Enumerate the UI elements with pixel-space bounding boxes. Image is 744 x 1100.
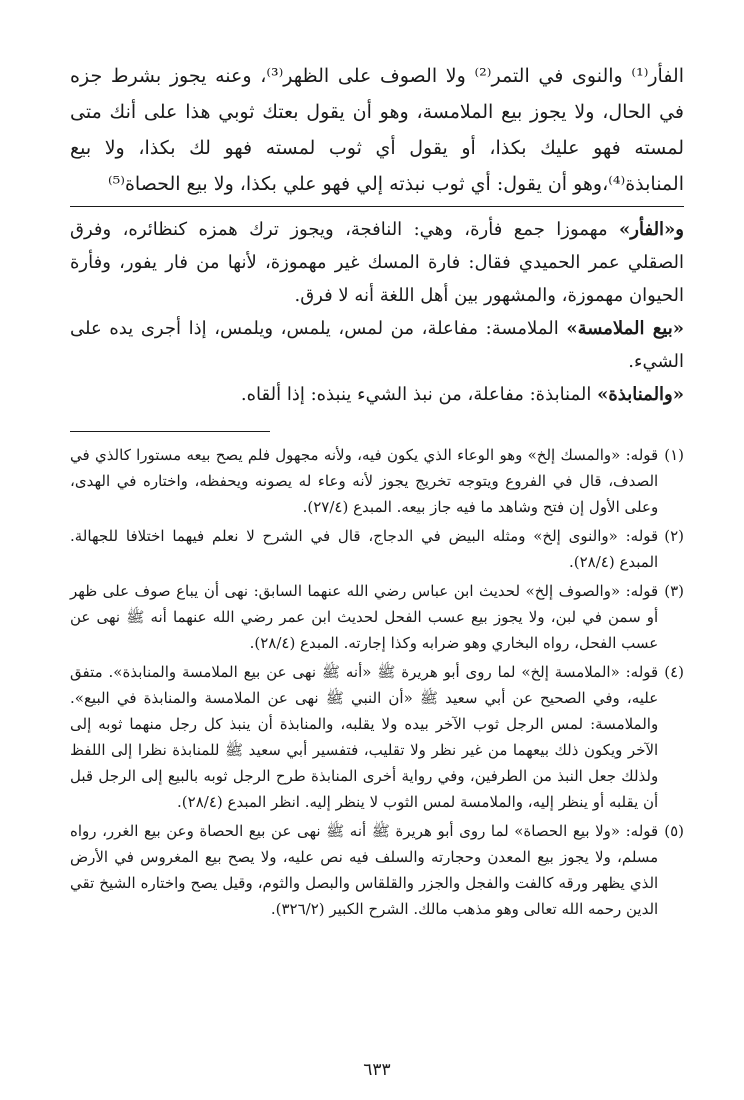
glossary-definition: مهموزا جمع فأرة، وهي: النافجة، ويجوز ترك همزه كنظائره، وفرق الصقلي عمر الحميدي فقال: فارة المسك غير مهموزة، لأنها من فار يفور، وفأرة الحيوان مهموزة، والمشهور بين أهل اللغة أنه لا فرق. [70, 219, 684, 306]
footnote-4 [70, 659, 684, 815]
footnote-1 [70, 442, 684, 520]
page-number: ٦٣٣ [363, 1060, 391, 1080]
book-page [70, 58, 684, 1080]
glossary-entry-faar [70, 213, 684, 312]
footnote-number: (١) [664, 446, 684, 464]
footnote-number: (٥) [664, 822, 684, 840]
footnote-text: قوله: «والصوف إلخ» لحديث ابن عباس رضي الله عنهما السابق: نهى أن يباع صوف على ظهر أو سمن في لبن، ولا يجوز بيع عسب الفحل لحديث ابن عمر رضي الله عنهما أنه ﷺ نهى عن عسب الفحل، رواه البخاري وهو ضرابه وكذا إجارته. المبدع (٢٨/٤). [70, 582, 659, 652]
glossary-definition: الملامسة: مفاعلة، من لمس، يلمس، ويلمس، إذا أجرى يده على الشيء. [70, 318, 684, 372]
main-divider [70, 206, 684, 207]
footnote-2 [70, 523, 684, 575]
footnote-3 [70, 578, 684, 656]
footnote-number: (٢) [664, 527, 684, 545]
glossary-definition: المنابذة: مفاعلة، من نبذ الشيء ينبذه: إذا ألقاه. [240, 384, 598, 405]
main-text [70, 58, 684, 202]
main-paragraph: الفأر⁽¹⁾ والنوى في التمر⁽²⁾ ولا الصوف على الظهر⁽³⁾، وعنه يجوز بشرط جزه في الحال، ولا يجوز بيع الملامسة، وهو أن يقول بعتك ثوبي هذا على أنك متى لمسته فهو عليك بكذا، أو يقول أي ثوب لمسته فهو لك بكذا، ولا بيع المنابذة⁽⁴⁾،وهو أن يقول: أي ثوب نبذته إلي فهو علي بكذا، ولا بيع الحصاة⁽⁵⁾ [70, 65, 684, 195]
footnote-number: (٣) [664, 582, 684, 600]
glossary-term: «بيع الملامسة» [566, 318, 684, 339]
footnote-divider [70, 431, 270, 432]
footnote-text: قوله: «والنوى إلخ» ومثله البيض في الدجاج، قال في الشرح لا نعلم فيهما اختلافا للجهالة. المبدع (٢٨/٤). [70, 527, 659, 571]
footnote-text: قوله: «والمسك إلخ» وهو الوعاء الذي يكون فيه، ولأنه مجهول فلم يصح بيعه مستورا كالذي في الصدف، قال في الفروع ويتوجه تخريج يجوز لأنه وعاء له يصونه ويحفظه، واختاره في الهدى، وعلى الأول إن فتح وشاهد ما فيه جاز بيعه. المبدع (٢٧/٤). [70, 446, 659, 516]
glossary-term: «والمنابذة» [597, 384, 684, 405]
footnote-text: قوله: «ولا بيع الحصاة» لما روى أبو هريرة ﷺ أنه ﷺ نهى عن بيع الحصاة وعن بيع الغرر، رواه مسلم، ولا يجوز بيع المعدن وحجارته والسلف فيه نص عليه، ولا يصح بيع المغروس في الأرض الذي يظهر ورقه كالفت والفجل والجزر والقلقاس والبصل والثوم، وقيل يصح واختاره الشيخ تقي الدين رحمه الله تعالى وهو مذهب مالك. الشرح الكبير (٣٢٦/٢). [70, 822, 659, 918]
glossary [70, 213, 684, 411]
glossary-entry-mulamasa [70, 312, 684, 378]
footnotes [70, 442, 684, 922]
glossary-entry-munabadha [70, 378, 684, 411]
glossary-term: و«الفأر» [619, 219, 684, 240]
footnote-5 [70, 818, 684, 922]
footnote-number: (٤) [664, 663, 684, 681]
footnote-text: قوله: «الملامسة إلخ» لما روى أبو هريرة ﷺ «أنه ﷺ نهى عن بيع الملامسة والمنابذة». متفق عليه، وفي الصحيح عن أبي سعيد ﷺ «أن النبي ﷺ نهى عن الملامسة والمنابذة في البيع». والملامسة: لمس الرجل ثوب الآخر بيده ولا يقلبه، والمنابذة أن ينبذ كل رجل منهما ثوبه إلى الآخر ويكون ذلك بيعهما من غير نظر ولا تقليب، فتفسير أبي سعيد ﷺ للمنابذة نظرا إلى اللفظ ولذلك جعل النبذ من الطرفين، وفي رواية أخرى المنابذة طرح الرجل ثوبه بالبيع إلى الرجل قبل أن يقلبه أو ينظر إليه، والملامسة لمس الثوب لا ينظر إليه. انظر المبدع (٢٨/٤). [70, 663, 659, 811]
